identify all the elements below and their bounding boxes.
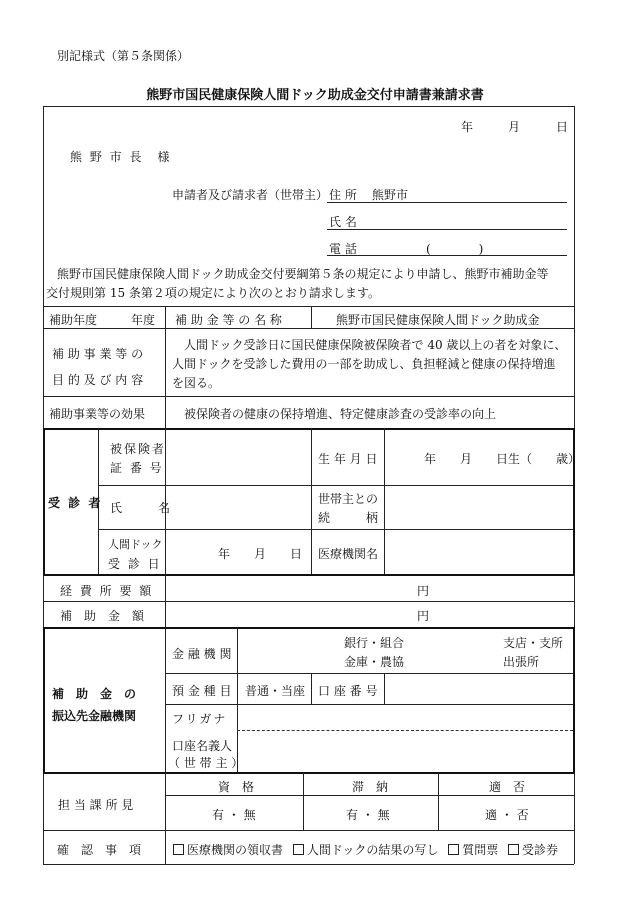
statement-line-1: 熊野市国民健康保険人間ドック助成金交付要綱第５条の規定により申請し、熊野市補助金等 bbox=[57, 267, 549, 281]
statement-line-2: 交付規則第 15 条第２項の規定により次のとおり請求します。 bbox=[46, 286, 380, 300]
deposit-type-value[interactable]: 普通・当座 bbox=[245, 684, 306, 698]
subsidy-amount-label: 補 助 金 額 bbox=[60, 609, 145, 623]
branch-type-1[interactable]: 支店・支所 bbox=[503, 636, 564, 650]
date-month: 月 bbox=[508, 120, 521, 134]
subsidy-year-label: 補助年度 bbox=[49, 313, 98, 327]
name-label: 氏 名 bbox=[329, 215, 357, 229]
address-label: 住 所 bbox=[329, 188, 357, 202]
phone-label: 電 話 bbox=[329, 242, 357, 256]
effect-label: 補助事業等の効果 bbox=[49, 407, 146, 421]
dock-label-2: 受 診 日 bbox=[108, 557, 162, 571]
examinee-section-label: 受 診 者 bbox=[48, 496, 103, 510]
birth-format[interactable]: 年 月 日生（ 歳） bbox=[424, 452, 581, 466]
office-val-eligibility[interactable]: 適 ・ 否 bbox=[485, 808, 529, 822]
confirm-item-receipt[interactable]: 医療機関の領収書 bbox=[173, 843, 283, 857]
holder-label-1: 口座名義人 bbox=[172, 739, 233, 753]
birth-label: 生 年 月 日 bbox=[318, 452, 378, 466]
bank-type-1[interactable]: 銀行・組合 bbox=[344, 636, 405, 650]
confirm-label: 確 認 事 項 bbox=[57, 843, 142, 857]
purpose-line-1: 人間ドック受診日に国民健康保険被保険者で 40 歳以上の者を対象に、 bbox=[184, 338, 567, 352]
branch-type-2[interactable]: 出張所 bbox=[503, 655, 540, 669]
checkbox-icon[interactable] bbox=[448, 844, 459, 855]
page-title: 熊野市国民健康保険人間ドック助成金交付申請書兼請求書 bbox=[146, 88, 484, 103]
subsidy-amount-unit: 円 bbox=[417, 609, 430, 623]
checkbox-icon[interactable] bbox=[293, 844, 304, 855]
account-no-label: 口 座 番 号 bbox=[318, 684, 378, 698]
insured-label-2: 証 番 号 bbox=[110, 461, 164, 475]
office-val-qualification[interactable]: 有 ・ 無 bbox=[212, 808, 256, 822]
institution-label: 金 融 機 関 bbox=[172, 647, 232, 661]
facility-label: 医療機関名 bbox=[318, 547, 379, 561]
office-col-arrears: 滞 納 bbox=[352, 780, 389, 794]
purpose-label-2: 目 的 及 び 内 容 bbox=[52, 373, 144, 387]
applicant-label: 申請者及び請求者（世帯主） bbox=[172, 188, 329, 202]
form-reference: 別記様式（第５条関係） bbox=[57, 49, 190, 63]
purpose-line-2: 人間ドックを受診した費用の一部を助成し、負担軽減と健康の保持増進 bbox=[172, 357, 556, 371]
dock-date[interactable]: 年 月 日 bbox=[218, 547, 303, 561]
confirm-items bbox=[173, 841, 558, 858]
subsidy-year-unit: 年度 bbox=[131, 313, 156, 327]
relation-label-1: 世帯主との bbox=[318, 492, 379, 506]
office-val-arrears[interactable]: 有 ・ 無 bbox=[346, 808, 390, 822]
holder-label-2: （ 世 帯 主 ） bbox=[168, 756, 244, 770]
bank-section-label-2: 振込先金融機関 bbox=[52, 709, 137, 723]
date-day: 日 bbox=[556, 120, 569, 134]
examinee-name-label: 氏 名 bbox=[110, 501, 171, 515]
date-year: 年 bbox=[461, 120, 474, 134]
required-cost-unit: 円 bbox=[417, 584, 430, 598]
insured-label-1: 被保険者 bbox=[110, 442, 167, 456]
checkbox-icon[interactable] bbox=[508, 844, 519, 855]
office-col-qualification: 資 格 bbox=[218, 780, 255, 794]
required-cost-label: 経 費 所 要 額 bbox=[60, 584, 154, 598]
relation-label-2: 続 柄 bbox=[318, 511, 379, 525]
confirm-item-dock-result[interactable]: 人間ドックの結果の写し bbox=[293, 843, 439, 857]
confirm-item-questionnaire[interactable]: 質問票 bbox=[448, 843, 498, 857]
furigana-label: フリガナ bbox=[172, 712, 228, 726]
purpose-label-1: 補 助 事 業 等 の bbox=[52, 347, 144, 361]
office-col-eligibility: 適 否 bbox=[489, 780, 526, 794]
office-label: 担 当 課 所 見 bbox=[58, 798, 134, 812]
subsidy-name-value: 熊野市国民健康保険人間ドック助成金 bbox=[336, 313, 540, 327]
checkbox-icon[interactable] bbox=[173, 844, 184, 855]
effect-value: 被保険者の健康の保持増進、特定健康診査の受診率の向上 bbox=[184, 407, 497, 421]
bank-section-label-1: 補 助 金 の bbox=[52, 687, 137, 701]
addressee: 熊 野 市 長 様 bbox=[70, 150, 172, 164]
phone-paren[interactable]: ( ) bbox=[426, 242, 484, 256]
confirm-item-ticket[interactable]: 受診券 bbox=[508, 843, 558, 857]
subsidy-name-label: 補 助 金 等 の 名 称 bbox=[175, 313, 282, 327]
purpose-line-3: を図る。 bbox=[172, 376, 221, 390]
bank-type-2[interactable]: 金庫・農協 bbox=[344, 655, 405, 669]
deposit-type-label: 預 金 種 目 bbox=[172, 684, 232, 698]
dock-label-1: 人間ドック bbox=[108, 538, 163, 551]
address-value[interactable]: 熊野市 bbox=[372, 188, 409, 202]
